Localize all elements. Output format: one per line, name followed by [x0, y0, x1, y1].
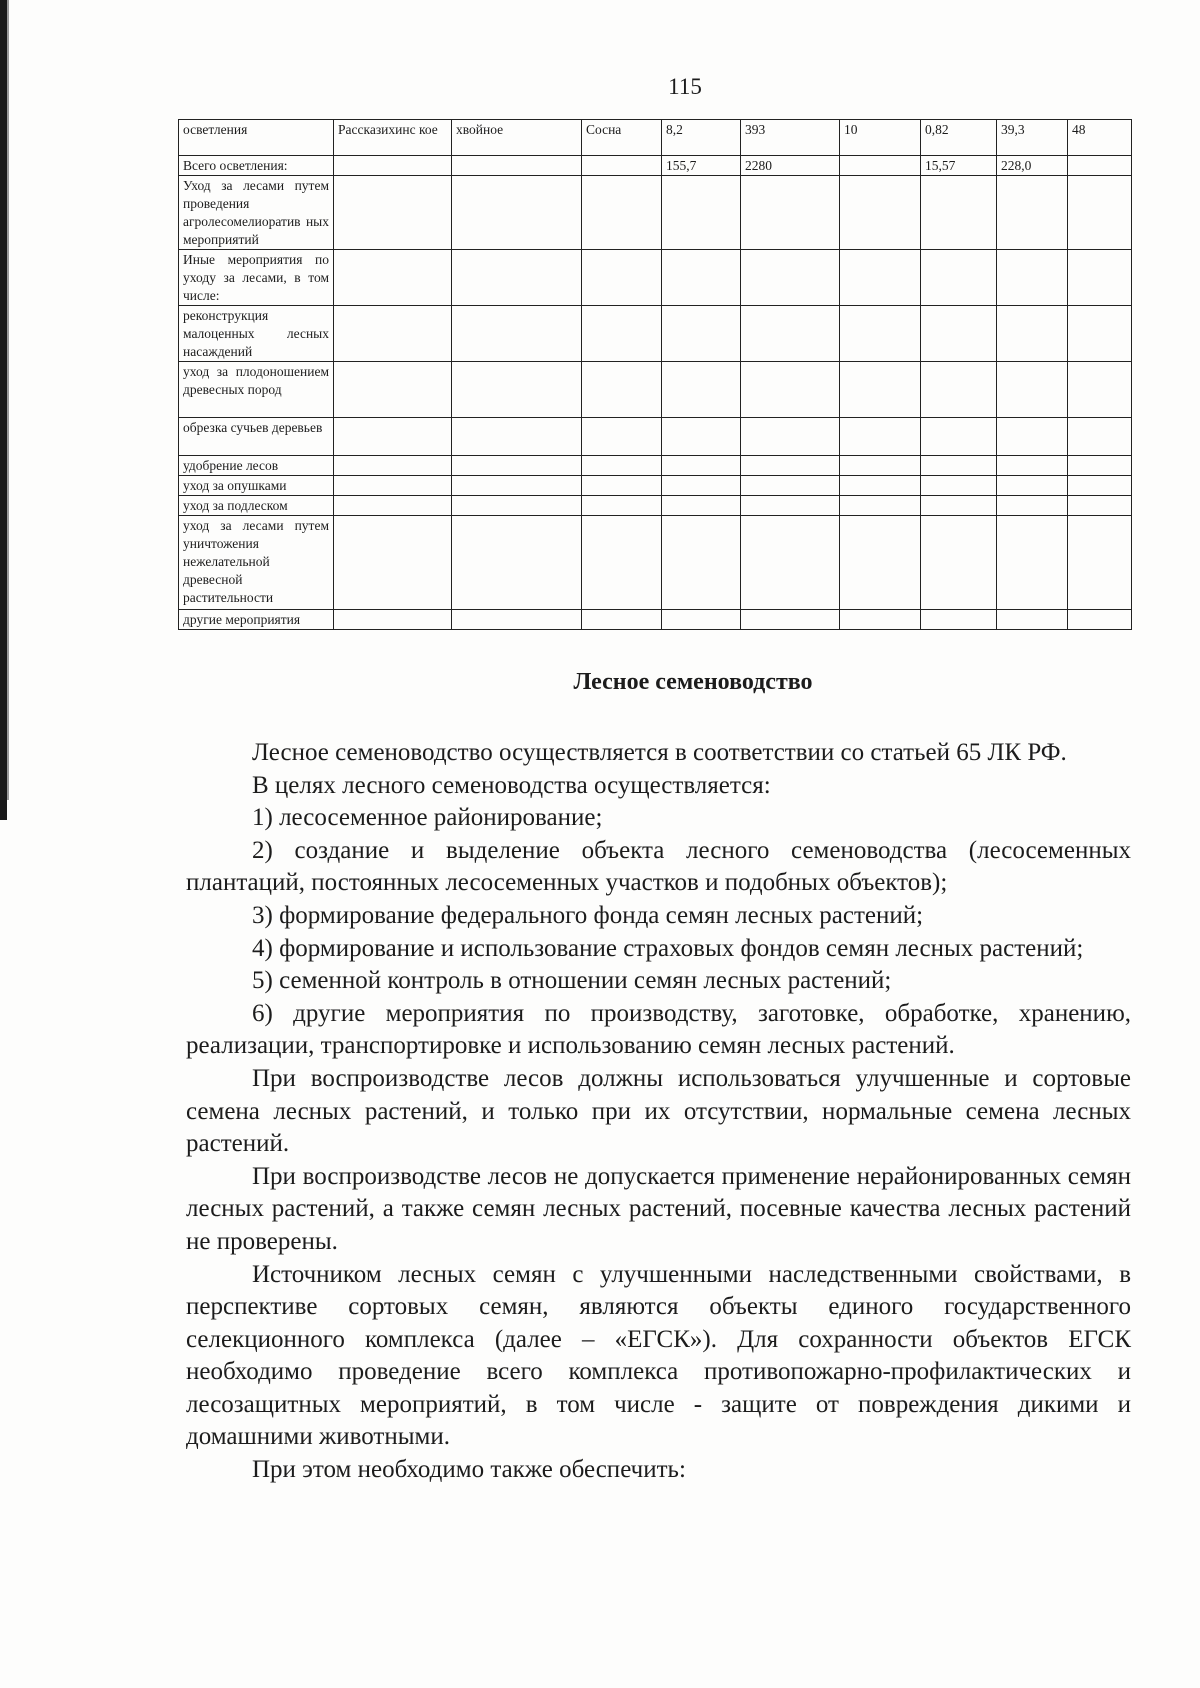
table-cell: 48 — [1068, 120, 1132, 156]
table-cell — [1068, 306, 1132, 362]
table-cell — [334, 610, 452, 630]
list-item: 4) формирование и использование страховых фондов семян лесных растений; — [252, 934, 1084, 962]
section-title: Лесное семеноводство — [573, 669, 813, 695]
table-row — [179, 156, 1132, 176]
table-cell — [840, 476, 921, 496]
table-cell — [840, 176, 921, 250]
table-cell — [334, 418, 452, 456]
table-cell: уход за плодоношением древесных пород — [179, 362, 334, 418]
table-cell — [741, 496, 840, 516]
list-item: 5) семенной контроль в отношении семян лесных растений; — [252, 967, 892, 995]
table-cell — [582, 516, 662, 610]
table-cell — [334, 306, 452, 362]
table-cell — [921, 306, 997, 362]
table-cell: 155,7 — [662, 156, 741, 176]
table-cell — [452, 610, 582, 630]
paragraph: При воспроизводстве лесов должны использоваться улучшенные и сортовые семена лесных растений, и только при их отсутствии, нормальные семена лесных растений. — [186, 1064, 1131, 1158]
table-cell — [741, 476, 840, 496]
table-cell: осветления — [179, 120, 334, 156]
table-cell — [452, 156, 582, 176]
table-cell — [662, 476, 741, 496]
table-cell: 39,3 — [997, 120, 1068, 156]
table-cell — [662, 456, 741, 476]
table-cell: уход за опушками — [179, 476, 334, 496]
table-cell — [662, 176, 741, 250]
table-row — [179, 250, 1132, 306]
table-cell: 393 — [741, 120, 840, 156]
table-row — [179, 456, 1132, 476]
table-cell — [741, 456, 840, 476]
table-cell: удобрение лесов — [179, 456, 334, 476]
table-cell — [452, 496, 582, 516]
table-cell — [582, 362, 662, 418]
table-cell — [921, 610, 997, 630]
table-row — [179, 496, 1132, 516]
table-cell — [582, 156, 662, 176]
table-cell — [997, 516, 1068, 610]
table-row — [179, 362, 1132, 418]
table-cell: уход за лесами путем уничтожения нежелательной древесной растительности — [179, 516, 334, 610]
table-cell: Рассказихинс кое — [334, 120, 452, 156]
table-cell — [662, 610, 741, 630]
table-cell — [662, 516, 741, 610]
table-cell — [997, 496, 1068, 516]
table-row — [179, 610, 1132, 630]
table-cell — [997, 476, 1068, 496]
table-cell — [452, 418, 582, 456]
table-cell — [997, 362, 1068, 418]
list-item: 1) лесосеменное районирование; — [252, 804, 603, 832]
list-item: 2) создание и выделение объекта лесного семеноводства (лесосеменных плантаций, постоянных лесосеменных участков и подобных объектов); — [186, 836, 1131, 897]
table-cell — [997, 250, 1068, 306]
table-cell — [921, 476, 997, 496]
table-cell — [452, 516, 582, 610]
table-cell — [582, 418, 662, 456]
table-cell — [921, 516, 997, 610]
table-cell: уход за подлеском — [179, 496, 334, 516]
table-cell: 10 — [840, 120, 921, 156]
table-cell — [582, 456, 662, 476]
table-cell: хвойное — [452, 120, 582, 156]
list-item: 3) формирование федерального фонда семян лесных растений; — [252, 901, 924, 929]
table-cell — [334, 476, 452, 496]
table-cell: обрезка сучьев деревьев — [179, 418, 334, 456]
table-cell — [662, 496, 741, 516]
table-cell — [1068, 250, 1132, 306]
table-cell — [452, 476, 582, 496]
table-cell: Уход за лесами путем проведения агролесомелиоратив ных мероприятий — [179, 176, 334, 250]
table-cell — [1068, 362, 1132, 418]
table-row — [179, 306, 1132, 362]
table-cell: реконструкция малоценных лесных насаждений — [179, 306, 334, 362]
table-row — [179, 176, 1132, 250]
table-cell — [662, 250, 741, 306]
table-cell: 2280 — [741, 156, 840, 176]
paragraph: При воспроизводстве лесов не допускается применение нерайонированных семян лесных растений, а также семян лесных растений, посевные качества лесных растений не проверены. — [186, 1162, 1131, 1255]
list-item: 6) другие мероприятия по производству, заготовке, обработке, хранению, реализации, транспортировке и использованию семян лесных растений. — [186, 999, 1131, 1060]
table-cell — [997, 456, 1068, 476]
table-cell — [452, 456, 582, 476]
table-cell — [334, 362, 452, 418]
table-cell — [1068, 418, 1132, 456]
table-cell — [741, 516, 840, 610]
table-row — [179, 476, 1132, 496]
table-cell — [662, 362, 741, 418]
table-cell — [582, 476, 662, 496]
table-cell — [334, 176, 452, 250]
table-cell — [840, 456, 921, 476]
table-row — [179, 516, 1132, 610]
table-cell — [741, 306, 840, 362]
page-number: 115 — [668, 74, 702, 99]
table-cell — [582, 496, 662, 516]
paragraph: Лесное семеноводство осуществляется в соответствии со статьей 65 ЛК РФ. — [252, 739, 1067, 766]
paragraph: В целях лесного семеноводства осуществляется: — [252, 771, 771, 799]
table-cell — [840, 250, 921, 306]
table-cell — [921, 176, 997, 250]
table-cell: 228,0 — [997, 156, 1068, 176]
table-cell — [1068, 456, 1132, 476]
table-cell: Сосна — [582, 120, 662, 156]
table-cell — [921, 456, 997, 476]
table-cell: Всего осветления: — [179, 156, 334, 176]
table-cell — [1068, 496, 1132, 516]
table-cell — [662, 306, 741, 362]
table-cell — [921, 362, 997, 418]
table-cell — [840, 306, 921, 362]
table-cell — [840, 496, 921, 516]
table-cell — [840, 418, 921, 456]
table-cell — [1068, 516, 1132, 610]
table-cell — [741, 362, 840, 418]
paragraph: Источником лесных семян с улучшенными наследственными свойствами, в перспективе сортовых семян, являются объекты единого государственного селекционного комплекса (далее – «ЕГСК»). Для сохранности объектов ЕГСК необходимо проведение всего комплекса противопожарно-профилактических и лесозащитных мероприятий, в том числе - защите от повреждения дикими и домашними животными. — [186, 1260, 1131, 1451]
table-cell — [921, 250, 997, 306]
table-cell — [1068, 156, 1132, 176]
table-cell: другие мероприятия — [179, 610, 334, 630]
table-cell — [582, 250, 662, 306]
table-cell — [921, 418, 997, 456]
table-cell — [334, 156, 452, 176]
table-cell — [741, 418, 840, 456]
table-row — [179, 418, 1132, 456]
table-cell — [840, 610, 921, 630]
table-cell: Иные мероприятия по уходу за лесами, в том числе: — [179, 250, 334, 306]
table-cell — [452, 362, 582, 418]
table-cell — [741, 250, 840, 306]
table-cell — [840, 362, 921, 418]
table-cell — [997, 610, 1068, 630]
table-cell — [334, 456, 452, 476]
table-cell — [997, 306, 1068, 362]
table-cell — [334, 496, 452, 516]
table-cell — [840, 156, 921, 176]
table-cell — [334, 516, 452, 610]
operations-table — [178, 119, 1132, 630]
table-cell — [1068, 610, 1132, 630]
table-cell — [582, 176, 662, 250]
table-cell — [997, 176, 1068, 250]
table-cell — [662, 418, 741, 456]
paragraph: При этом необходимо также обеспечить: — [252, 1456, 686, 1484]
table-cell — [452, 306, 582, 362]
table-cell — [997, 418, 1068, 456]
scan-edge-shadow — [0, 0, 7, 820]
table-cell: 15,57 — [921, 156, 997, 176]
table-cell: 8,2 — [662, 120, 741, 156]
table-cell — [840, 516, 921, 610]
table-cell — [1068, 176, 1132, 250]
table-cell — [334, 250, 452, 306]
table-row — [179, 120, 1132, 156]
table-cell — [1068, 476, 1132, 496]
table-cell — [741, 176, 840, 250]
table-cell — [452, 250, 582, 306]
table-cell — [452, 176, 582, 250]
table-cell: 0,82 — [921, 120, 997, 156]
table-cell — [921, 496, 997, 516]
table-cell — [582, 610, 662, 630]
table-cell — [582, 306, 662, 362]
table-cell — [741, 610, 840, 630]
section-body — [186, 737, 1131, 1487]
